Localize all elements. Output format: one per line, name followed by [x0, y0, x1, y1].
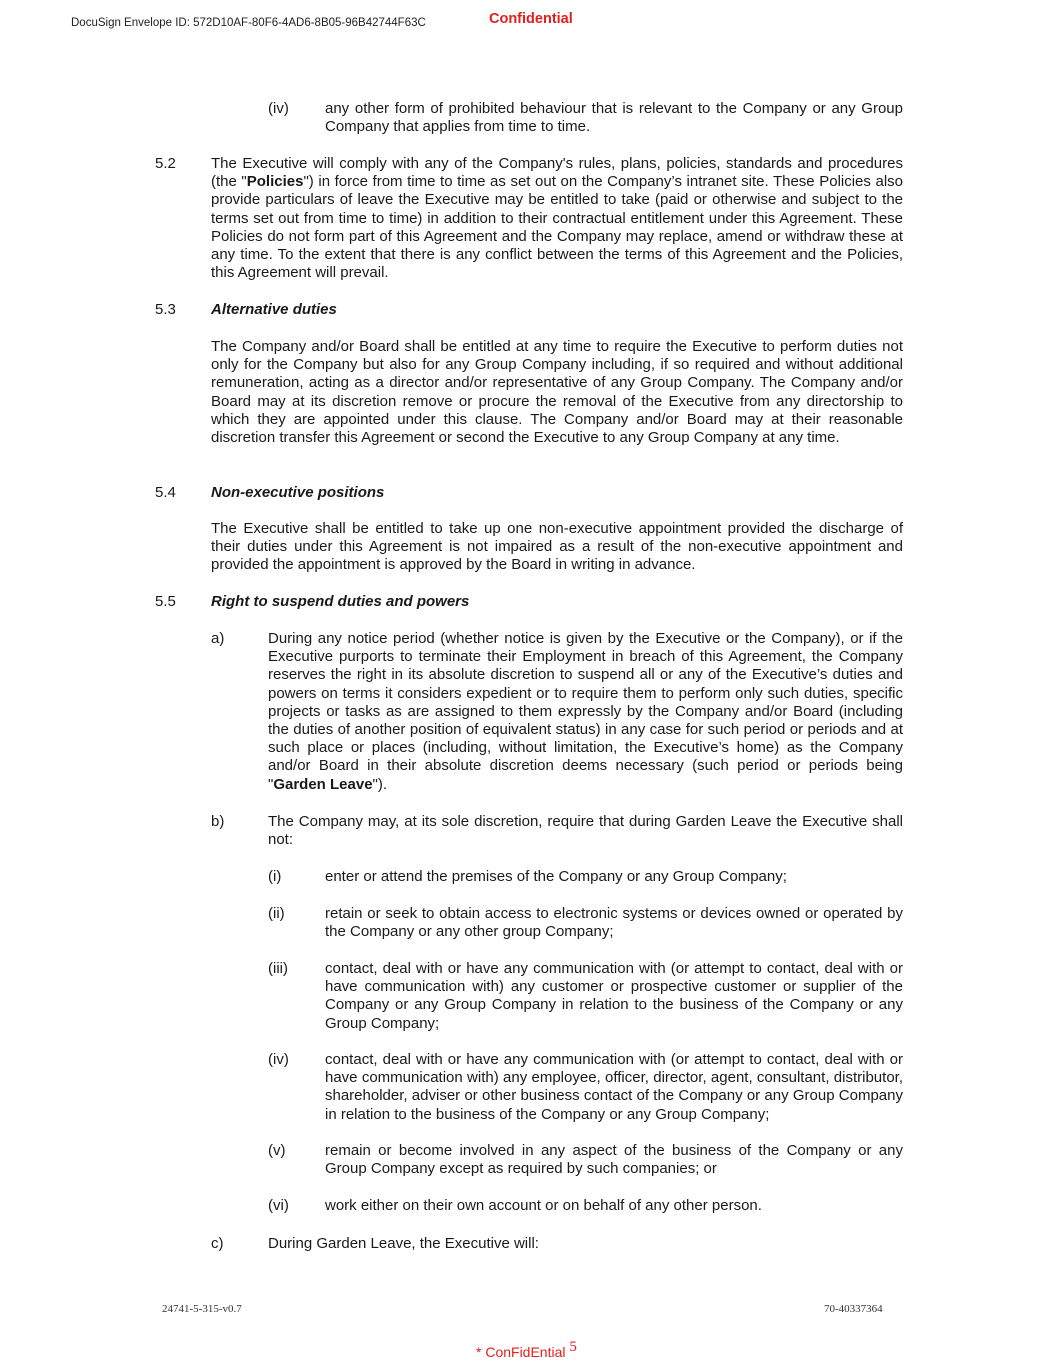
item-iv-top-text: any other form of prohibited behaviour that is relevant to the Company or any Group Company that applies from time to time.	[325, 100, 903, 136]
policies-term: Policies	[246, 173, 304, 191]
list-item-label: (iii)	[268, 960, 288, 977]
clause-5-4-number: 5.4	[155, 484, 176, 501]
clause-5-4-heading: Non-executive positions	[211, 484, 385, 501]
page-number: 5	[569, 1339, 577, 1355]
list-item-label: (ii)	[268, 905, 285, 922]
list-item-label: (vi)	[268, 1197, 289, 1214]
garden-leave-term: Garden Leave	[273, 775, 373, 793]
clause-5-3-heading: Alternative duties	[211, 301, 337, 318]
list-item-label: (v)	[268, 1142, 286, 1159]
clause-5-2-text	[211, 155, 903, 282]
matter-reference: 70-40337364	[824, 1303, 883, 1315]
list-item-label: (iv)	[268, 1051, 289, 1068]
clause-5-5-c-text: During Garden Leave, the Executive will:	[268, 1235, 539, 1252]
clause-5-5-heading: Right to suspend duties and powers	[211, 593, 470, 610]
clause-5-5-b-label: b)	[211, 813, 225, 830]
clause-5-5-a-text-after: ").	[372, 775, 388, 793]
list-item-text: work either on their own account or on behalf of any other person.	[325, 1197, 762, 1214]
list-item-text: contact, deal with or have any communication with (or attempt to contact, deal with or have communication with) any employee, officer, director, agent, consultant, distributor, shareholder, adviser or other business contact of the Company or any Group Company in relation to the business of the Company or any Group Company;	[325, 1051, 903, 1123]
clause-5-5-a-label: a)	[211, 630, 225, 647]
clause-5-5-b-text: The Company may, at its sole discretion, require that during Garden Leave the Executive shall not:	[268, 813, 903, 849]
confidential-footer-text: * ConFidEntial	[476, 1344, 566, 1360]
list-item-label: (i)	[268, 868, 282, 885]
list-item-text: retain or seek to obtain access to electronic systems or devices owned or operated by the Company or any other group Company;	[325, 905, 903, 941]
clause-5-2-text-before: The Executive will comply with any of the Company's rules, plans, policies, standards and procedures (the "	[211, 155, 903, 191]
confidential-header: Confidential	[489, 11, 573, 27]
clause-5-2-text-after: ") in force from time to time as set out on the Company’s intranet site. These Policies also provide particulars of leave the Executive may be entitled to take (paid or otherwise and subject to the terms set out from time to time) in addition to their contractual entitlement under this Agreement. These Policies do not form part of this Agreement and the Company may replace, amend or withdraw these at any time. To the extent that there is any conflict between the terms of this Agreement and the Policies, this Agreement will prevail.	[211, 173, 904, 282]
confidential-footer-stamp	[476, 1339, 577, 1362]
item-iv-top-label: (iv)	[268, 100, 289, 117]
clause-5-5-a-text-before: During any notice period (whether notice is given by the Executive or the Company), or if the Executive purports to terminate their Employment in breach of this Agreement, the Company reserves the right in its absolute discretion to suspend all or any of the Executive’s duties and powers on terms it considers expedient or to require them to perform only such duties, specific projects or tasks as are assigned to them expressly by the Company and/or Board (including the duties of another position of equivalent status) in any case for such period or periods and at such place or places (including, without limitation, the Executive’s home) as the Company and/or Board in their absolute discretion deems necessary (such period or periods being "	[268, 630, 903, 793]
docusign-envelope-id: DocuSign Envelope ID: 572D10AF-80F6-4AD6-8B05-96B42744F63C	[71, 17, 426, 29]
clause-5-5-c-label: c)	[211, 1235, 224, 1252]
clause-5-4-text: The Executive shall be entitled to take up one non-executive appointment provided the discharge of their duties under this Agreement is not impaired as a result of the non-executive appointment and provided the appointment is approved by the Board in writing in advance.	[211, 520, 903, 574]
clause-5-2-number: 5.2	[155, 155, 176, 172]
clause-5-5-number: 5.5	[155, 593, 176, 610]
list-item-text: enter or attend the premises of the Company or any Group Company;	[325, 868, 787, 885]
list-item-text: remain or become involved in any aspect of the business of the Company or any Group Company except as required by such companies; or	[325, 1142, 903, 1178]
list-item-text: contact, deal with or have any communication with (or attempt to contact, deal with or have communication with) any customer or prospective customer or supplier of the Company or any Group Company in relation to the business of the Company or any Group Company;	[325, 960, 903, 1032]
clause-5-5-a-text	[268, 630, 903, 794]
clause-5-3-number: 5.3	[155, 301, 176, 318]
document-reference: 24741-5-315-v0.7	[162, 1303, 242, 1315]
clause-5-3-text: The Company and/or Board shall be entitled at any time to require the Executive to perform duties not only for the Company but also for any Group Company including, if so required and without additional remuneration, acting as a director and/or representative of any Group Company. The Company and/or Board may at its discretion remove or procure the removal of the Executive from any directorship to which they are appointed under this clause. The Company and/or Board may at their reasonable discretion transfer this Agreement or second the Executive to any Group Company at any time.	[211, 338, 903, 447]
